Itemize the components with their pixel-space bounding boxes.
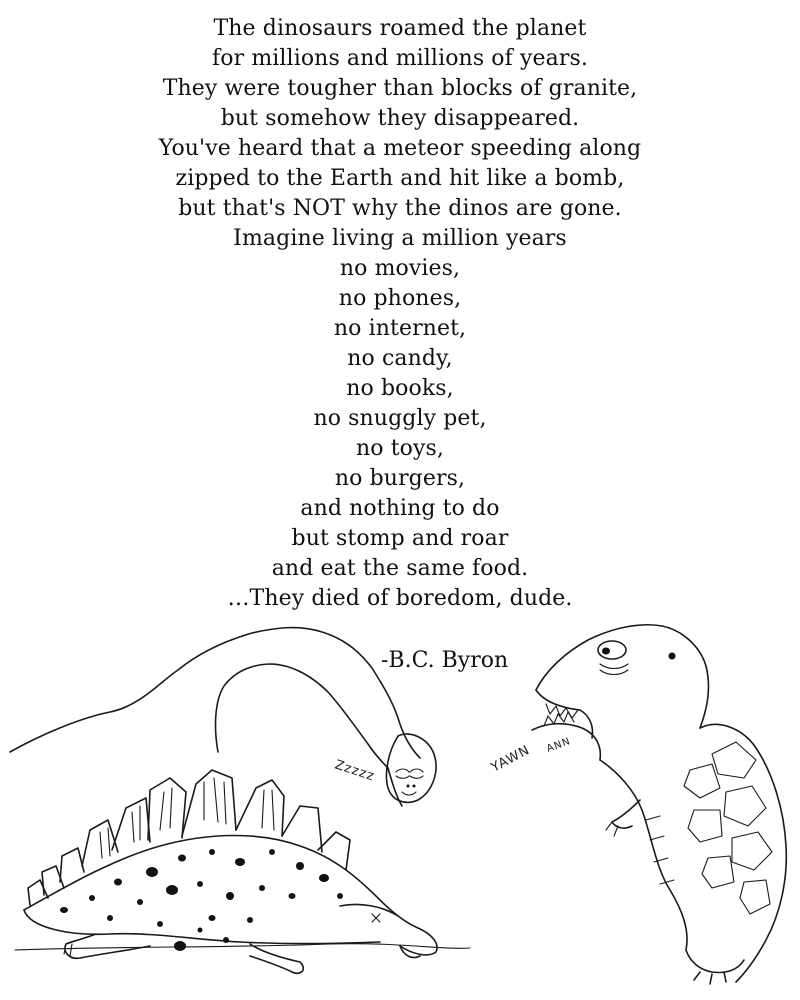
poem-line: They were tougher than blocks of granite, (162, 76, 638, 101)
poem-line: but somehow they disappeared. (220, 106, 580, 131)
poem-line: no internet, (333, 316, 467, 341)
stegosaurus-spots (60, 849, 343, 951)
poem-line: no snuggly pet, (313, 406, 487, 431)
yawn-tail-text: ANN (545, 735, 573, 755)
poem-line: no phones, (338, 286, 462, 311)
yawning-trex (532, 625, 786, 984)
poem-line: zipped to the Earth and hit like a bomb, (175, 166, 625, 191)
poem-line: The dinosaurs roamed the planet (213, 16, 587, 41)
poem-line: no burgers, (334, 466, 466, 491)
poem-line: no candy, (347, 346, 453, 371)
poem-line: You've heard that a meteor speeding along (158, 136, 642, 161)
poem-line: no toys, (355, 436, 444, 461)
poem-line: and eat the same food. (271, 556, 529, 581)
lying-stegosaurus (24, 770, 437, 973)
poem-line: no books, (346, 376, 454, 401)
poem-line: and nothing to do (300, 496, 500, 521)
poem-line: but that's NOT why the dinos are gone. (178, 196, 622, 221)
sleep-zzz-text: Zzzzz (332, 757, 377, 785)
author-signature: -B.C. Byron (381, 648, 509, 673)
poem-line: Imagine living a million years (233, 226, 567, 251)
poem-line: …They died of boredom, dude. (227, 586, 573, 611)
poem-line: but stomp and roar (291, 526, 509, 551)
poem-line: no movies, (339, 256, 461, 281)
poem-line: for millions and millions of years. (212, 46, 588, 71)
yawn-text: YAWN (488, 742, 533, 776)
